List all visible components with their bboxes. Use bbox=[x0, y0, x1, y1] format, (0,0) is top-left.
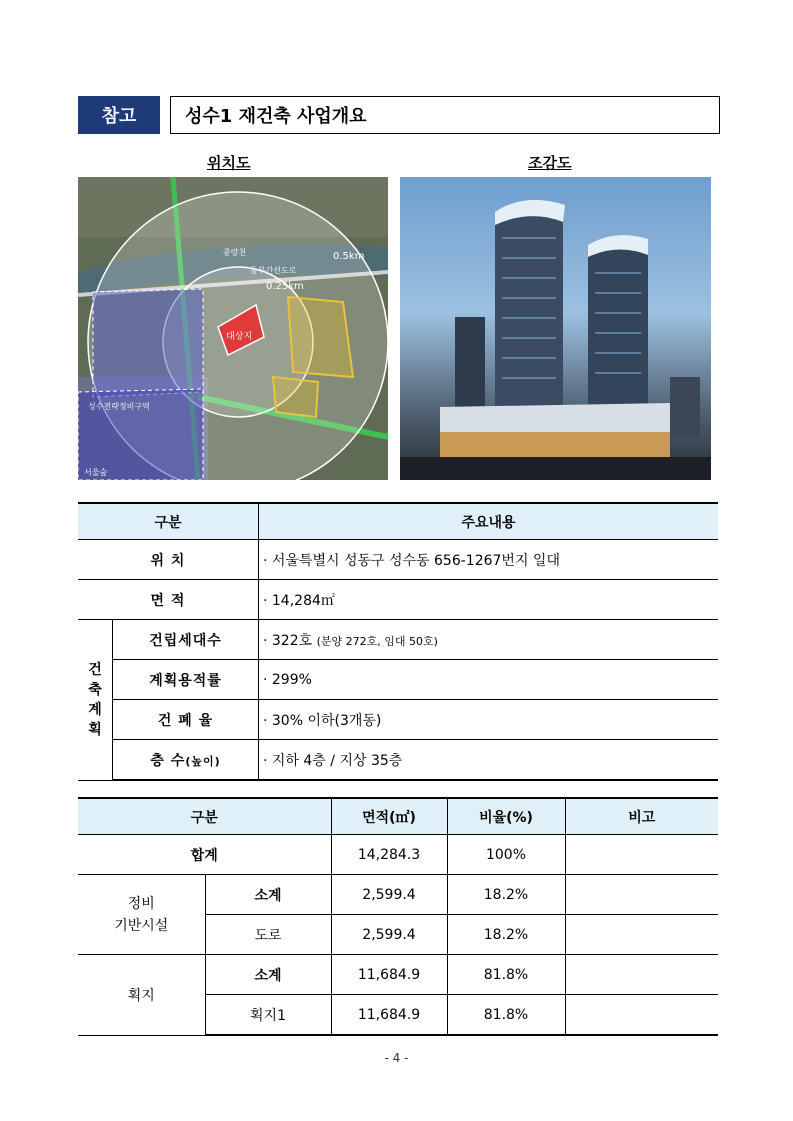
note-cell bbox=[565, 835, 718, 875]
area-cell: 2,599.4 bbox=[331, 915, 447, 955]
row-note: (분양 272호, 임대 50호) bbox=[316, 634, 438, 648]
ratio-cell: 18.2% bbox=[447, 875, 565, 915]
table-row bbox=[78, 740, 718, 781]
table-row bbox=[78, 835, 718, 875]
map-label: 대상지 bbox=[226, 332, 253, 342]
page-title: 성수1 재건축 사업개요 bbox=[170, 96, 720, 134]
location-map bbox=[78, 177, 388, 480]
row-value: · 서울특별시 성동구 성수동 656-1267번지 일대 bbox=[259, 540, 719, 580]
note-cell bbox=[565, 915, 718, 955]
row-value: · 지하 4층 / 지상 35층 bbox=[259, 740, 719, 781]
note-cell bbox=[565, 875, 718, 915]
ratio-cell: 81.8% bbox=[447, 995, 565, 1036]
map-label: 서울숲 bbox=[84, 468, 108, 477]
header-cell: 면적(㎡) bbox=[331, 798, 447, 835]
group-label bbox=[78, 620, 113, 781]
header-cell: 주요내용 bbox=[259, 503, 719, 540]
area-table bbox=[78, 797, 718, 1036]
row-value: · 299% bbox=[259, 660, 719, 700]
row-label-small: (높이) bbox=[185, 754, 221, 768]
row-label: 획지1 bbox=[205, 995, 331, 1036]
row-value: · 30% 이하(3개동) bbox=[259, 700, 719, 740]
row-label: 소계 bbox=[205, 875, 331, 915]
map-caption: 위치도 bbox=[207, 154, 251, 172]
render-caption: 조감도 bbox=[528, 154, 572, 172]
row-label: 건 폐 율 bbox=[113, 700, 259, 740]
header-cell: 구분 bbox=[78, 798, 331, 835]
group-name: 획지 bbox=[78, 955, 205, 1036]
table-row bbox=[78, 620, 718, 660]
table-header-row bbox=[78, 798, 718, 835]
row-label: 도로 bbox=[205, 915, 331, 955]
group-name: 정비 기반시설 bbox=[78, 875, 205, 955]
row-label bbox=[113, 740, 259, 781]
map-label: 동부간선도로 bbox=[250, 266, 297, 275]
row-value: · 14,284㎡ bbox=[259, 580, 719, 620]
row-label: 건립세대수 bbox=[113, 620, 259, 660]
rendering-svg bbox=[400, 177, 711, 480]
row-label: 면 적 bbox=[78, 580, 259, 620]
area-cell: 11,684.9 bbox=[331, 955, 447, 995]
header-cell: 구분 bbox=[78, 503, 259, 540]
table-row bbox=[78, 660, 718, 700]
table-row bbox=[78, 875, 718, 915]
map-label: 성수전략정비구역 bbox=[88, 402, 150, 411]
map-label: 0.5km bbox=[333, 251, 365, 262]
ratio-cell: 100% bbox=[447, 835, 565, 875]
table-header-row bbox=[78, 503, 718, 540]
table-row bbox=[78, 580, 718, 620]
table-row bbox=[78, 955, 718, 995]
table-row bbox=[78, 700, 718, 740]
header-cell: 비고 bbox=[565, 798, 718, 835]
map-label: 중랑천 bbox=[223, 248, 247, 257]
row-value bbox=[259, 620, 719, 660]
row-label: 소계 bbox=[205, 955, 331, 995]
area-cell: 11,684.9 bbox=[331, 995, 447, 1036]
page-number: - 4 - bbox=[384, 1051, 409, 1065]
rendering-image bbox=[400, 177, 711, 480]
row-value-text: · 322호 bbox=[263, 632, 313, 649]
location-map-svg bbox=[78, 177, 388, 480]
table-row bbox=[78, 540, 718, 580]
area-cell: 2,599.4 bbox=[331, 875, 447, 915]
reference-tag: 참고 bbox=[78, 96, 160, 134]
area-cell: 14,284.3 bbox=[331, 835, 447, 875]
row-label: 계획용적률 bbox=[113, 660, 259, 700]
overview-table bbox=[78, 502, 718, 781]
ratio-cell: 81.8% bbox=[447, 955, 565, 995]
note-cell bbox=[565, 955, 718, 995]
total-label: 합계 bbox=[78, 835, 331, 875]
row-label: 위 치 bbox=[78, 540, 259, 580]
section-header bbox=[78, 96, 720, 134]
row-label-text: 층 수 bbox=[150, 752, 186, 769]
note-cell bbox=[565, 995, 718, 1036]
header-cell: 비율(%) bbox=[447, 798, 565, 835]
map-label: 0.25km bbox=[266, 281, 304, 292]
group-label-text: 건축계획 bbox=[88, 661, 102, 738]
ratio-cell: 18.2% bbox=[447, 915, 565, 955]
